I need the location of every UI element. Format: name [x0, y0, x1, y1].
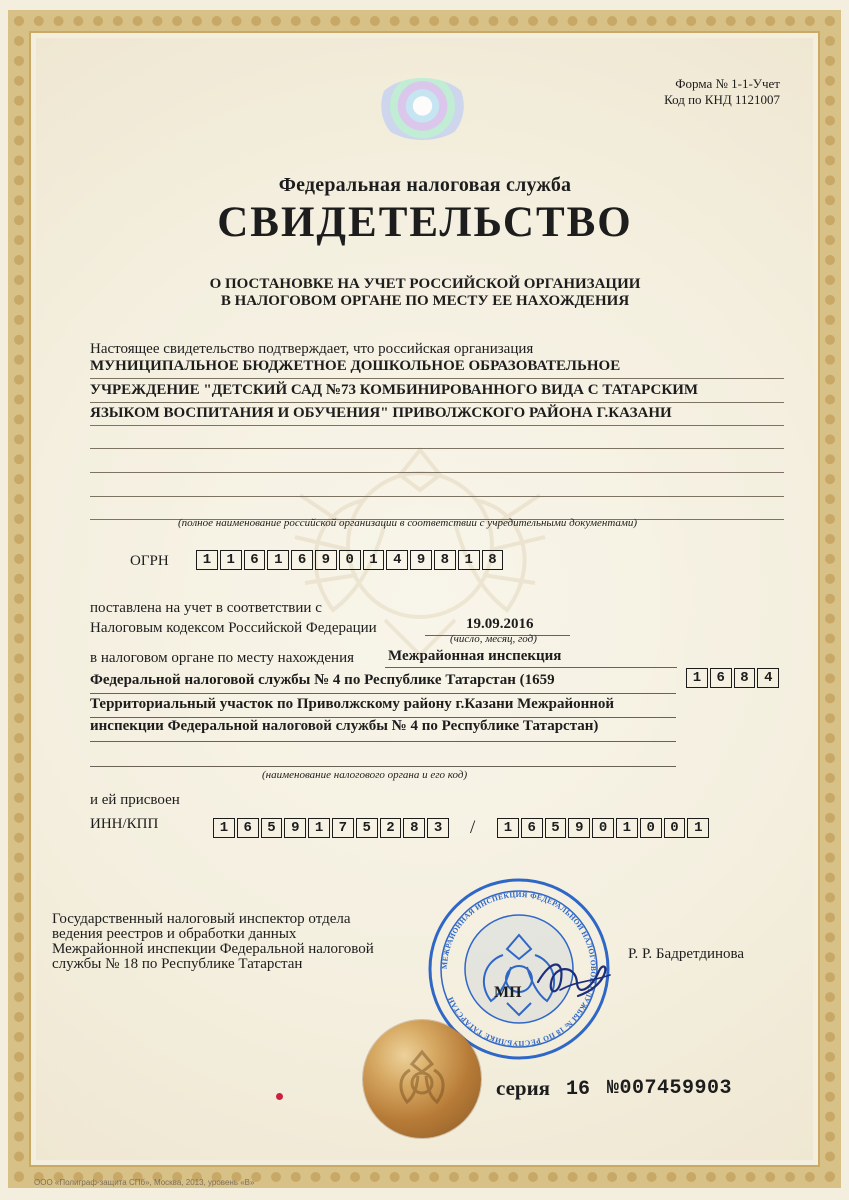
kpp-digit: 1 [616, 818, 638, 838]
kpp-digit: 0 [640, 818, 662, 838]
stamp-mp-label: МП [494, 984, 522, 1001]
knd-code: Код по КНД 1121007 [664, 92, 780, 107]
gold-seal [363, 1020, 481, 1138]
organization-caption: (полное наименование российской организации в соответствии с учредительными документами) [178, 517, 638, 529]
organization-blank-line-3 [90, 474, 784, 497]
assigned-text: и ей присвоен [90, 792, 180, 808]
ogrn-digit: 1 [458, 550, 480, 570]
inspector-line: Государственный налоговый инспектор отдела [52, 911, 351, 927]
inspector-line: ведения реестров и обработки данных [52, 926, 297, 942]
form-number: Форма № 1-1-Учет [675, 76, 780, 91]
kpp-digit: 0 [664, 818, 686, 838]
gold-seal-eagle-icon [395, 1048, 449, 1108]
subtitle-line-2: В НАЛОГОВОМ ОРГАНЕ ПО МЕСТУ ЕЕ НАХОЖДЕНИЯ [220, 293, 630, 309]
inn-digit: 2 [380, 818, 402, 838]
inn-digit: 5 [356, 818, 378, 838]
kpp-digit: 1 [497, 818, 519, 838]
tax-office-label: в налоговом органе по месту нахождения [90, 650, 355, 666]
inspector-line: Межрайонной инспекции Федеральной налоговой [52, 941, 374, 957]
inn-digit: 8 [403, 818, 425, 838]
ogrn-digit: 4 [386, 550, 408, 570]
series-label: серия [496, 1076, 551, 1100]
date-caption: (число, месяц, год) [450, 633, 537, 645]
organization-line-1: МУНИЦИПАЛЬНОЕ БЮДЖЕТНОЕ ДОШКОЛЬНОЕ ОБРАЗОВАТЕЛЬНОЕ [90, 356, 784, 379]
tax-office-line-4: инспекции Федеральной налоговой службы № 4 по Республике Татарстан) [90, 718, 599, 734]
inn-digit: 3 [427, 818, 449, 838]
organization-blank-line-2 [90, 450, 784, 473]
tax-office-line-2-underline [90, 692, 676, 694]
printer-note: ООО «Полиграф-защита СПб», Москва, 2013, уровень «В» [34, 1178, 255, 1187]
ogrn-digit: 1 [267, 550, 289, 570]
ogrn-digit: 0 [339, 550, 361, 570]
inn-digit: 9 [284, 818, 306, 838]
inn-boxes [213, 818, 451, 838]
registered-text-line-2: Налоговым кодексом Российской Федерации [90, 620, 377, 636]
tax-office-code-boxes [686, 668, 781, 688]
registration-date: 19.09.2016 [466, 616, 534, 632]
inn-digit: 1 [308, 818, 330, 838]
inn-kpp-separator: / [470, 817, 476, 838]
inn-kpp-label: ИНН/КПП [90, 816, 159, 832]
ogrn-digit: 1 [220, 550, 242, 570]
tax-office-caption: (наименование налогового органа и его код) [262, 769, 468, 781]
tax-office-line-1: Межрайонная инспекция [388, 648, 562, 664]
kpp-digit: 5 [545, 818, 567, 838]
inspector-title [52, 912, 374, 972]
ogrn-boxes [196, 550, 505, 570]
intro-text: Настоящее свидетельство подтверждает, что российская организация [90, 341, 534, 357]
kpp-digit: 9 [568, 818, 590, 838]
ogrn-digit: 8 [482, 550, 504, 570]
inspector-signature [534, 948, 612, 1004]
serial-number: №007459903 [607, 1077, 733, 1100]
kpp-digit: 0 [592, 818, 614, 838]
inspector-name: Р. Р. Бадретдинова [628, 946, 745, 962]
certificate-subtitle [145, 276, 705, 310]
ogrn-digit: 1 [196, 550, 218, 570]
tax-office-blank-line [90, 765, 676, 767]
inn-digit: 1 [213, 818, 235, 838]
tax-office-code-digit: 6 [710, 668, 732, 688]
inspector-line: службы № 18 по Республике Татарстан [52, 956, 303, 972]
red-mark [276, 1093, 283, 1100]
ogrn-digit: 8 [434, 550, 456, 570]
ogrn-digit: 6 [244, 550, 266, 570]
hologram-emblem-icon [375, 78, 470, 140]
tax-office-line-1-underline [385, 666, 677, 668]
organization-blank-line-1 [90, 426, 784, 449]
form-code [590, 76, 780, 108]
subtitle-line-1: О ПОСТАНОВКЕ НА УЧЕТ РОССИЙСКОЙ ОРГАНИЗАЦИИ [209, 276, 641, 292]
stamp-text: МЕЖРАЙОННАЯ ИНСПЕКЦИЯ ФЕДЕРАЛЬНОЙ НАЛОГОВОЙ СЛУЖБЫ № 18 ПО РЕСПУБЛИКЕ ТАТАРСТАН [439, 889, 599, 1049]
ogrn-digit: 9 [315, 550, 337, 570]
organization-line-3: ЯЗЫКОМ ВОСПИТАНИЯ И ОБУЧЕНИЯ" ПРИВОЛЖСКОГО РАЙОНА Г.КАЗАНИ [90, 403, 784, 426]
inn-digit: 6 [237, 818, 259, 838]
tax-office-code-digit: 4 [757, 668, 779, 688]
tax-office-line-2: Федеральной налоговой службы № 4 по Республике Татарстан (1659 [90, 672, 555, 688]
ogrn-digit: 9 [410, 550, 432, 570]
tax-office-code-digit: 1 [686, 668, 708, 688]
tax-office-line-4-underline [90, 740, 676, 742]
ogrn-digit: 6 [291, 550, 313, 570]
tax-office-code-digit: 8 [734, 668, 756, 688]
tax-office-line-3: Территориальный участок по Приволжскому району г.Казани Межрайонной [90, 696, 615, 712]
kpp-digit: 1 [687, 818, 709, 838]
certificate-title: СВИДЕТЕЛЬСТВО [217, 199, 633, 246]
ogrn-label: ОГРН [130, 553, 169, 569]
kpp-digit: 6 [521, 818, 543, 838]
organization-line-2: УЧРЕЖДЕНИЕ "ДЕТСКИЙ САД №73 КОМБИНИРОВАННОГО ВИДА С ТАТАРСКИМ [90, 380, 784, 403]
ogrn-digit: 1 [363, 550, 385, 570]
registered-text-line-1: поставлена на учет в соответствии с [90, 600, 322, 616]
inn-digit: 7 [332, 818, 354, 838]
kpp-boxes [497, 818, 711, 838]
inn-digit: 5 [261, 818, 283, 838]
agency-title: Федеральная налоговая служба [278, 174, 572, 196]
series-number: 16 [566, 1078, 591, 1101]
